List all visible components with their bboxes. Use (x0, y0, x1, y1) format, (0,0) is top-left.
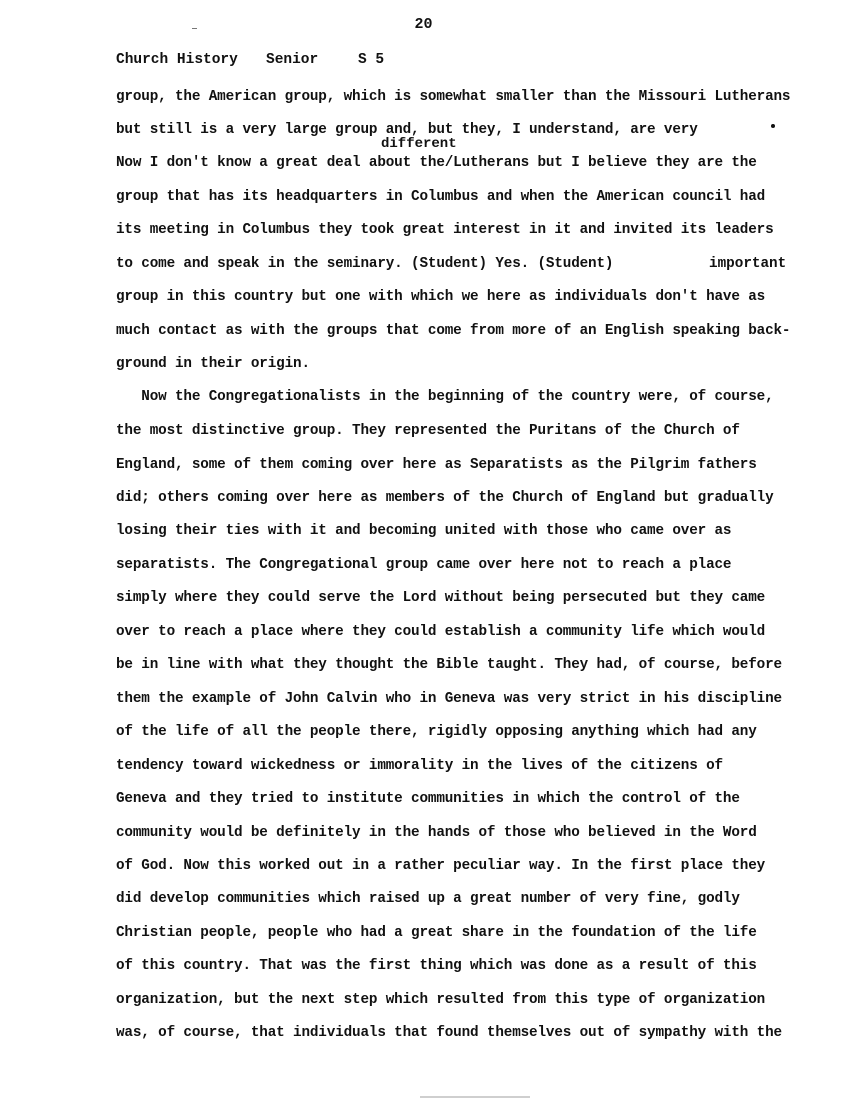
body-line: much contact as with the groups that come from more of an English speaking back- (116, 323, 791, 339)
page-number: 20 (414, 16, 433, 33)
body-line: the most distinctive group. They represented the Puritans of the Church of (116, 423, 740, 439)
body-line: Now the Congregationalists in the beginning of the country were, of course, (116, 389, 774, 405)
body-line: organization, but the next step which resulted from this type of organization (116, 992, 766, 1008)
body-line: but still is a very large group and, but they, I understand, are very (116, 122, 698, 138)
body-line: tendency toward wickedness or immorality in the lives of the citizens of (116, 758, 723, 774)
body-line: them the example of John Calvin who in Geneva was very strict in his discipline (116, 691, 782, 707)
body-line: Christian people, people who had a great share in the foundation of the life (116, 925, 757, 941)
document-header (116, 52, 384, 68)
body-line: simply where they could serve the Lord without being persecuted but they came (116, 590, 766, 606)
body-line: did; others coming over here as members of the Church of England but gradually (116, 490, 774, 506)
speck-mark (192, 28, 197, 29)
body-line: separatists. The Congregational group came over here not to reach a place (116, 557, 732, 573)
body-line: losing their ties with it and becoming united with those who came over as (116, 523, 732, 539)
body-line: ground in their origin. (116, 356, 310, 372)
body-line: of the life of all the people there, rigidly opposing anything which had any (116, 724, 757, 740)
body-line: of God. Now this worked out in a rather peculiar way. In the first place they (116, 858, 766, 874)
page-edge-mark (420, 1096, 530, 1098)
margin-note: important (709, 256, 787, 272)
body-line: did develop communities which raised up a great number of very fine, godly (116, 891, 740, 907)
body-line: Now I don't know a great deal about the/Lutherans but I believe they are the (116, 155, 757, 171)
interlinear-insert: different (381, 136, 457, 152)
body-line: group that has its headquarters in Columbus and when the American council had (116, 189, 766, 205)
course-level: Senior (266, 52, 319, 68)
body-line: England, some of them coming over here as Separatists as the Pilgrim fathers (116, 457, 757, 473)
body-line: community would be definitely in the hands of those who believed in the Word (116, 825, 757, 841)
body-line: was, of course, that individuals that found themselves out of sympathy with the (116, 1025, 782, 1041)
stray-mark (771, 124, 775, 128)
body-line: be in line with what they thought the Bible taught. They had, of course, before (116, 657, 782, 673)
body-line: over to reach a place where they could establish a community life which would (116, 624, 766, 640)
section-code: S 5 (358, 52, 385, 68)
body-line: group in this country but one with which we here as individuals don't have as (116, 289, 766, 305)
body-line: of this country. That was the first thing which was done as a result of this (116, 958, 757, 974)
body-line: to come and speak in the seminary. (Student) Yes. (Student) (116, 256, 614, 272)
course-title: Church History (116, 52, 238, 68)
body-line: its meeting in Columbus they took great interest in it and invited its leaders (116, 222, 774, 238)
body-line: Geneva and they tried to institute communities in which the control of the (116, 791, 740, 807)
body-line: group, the American group, which is somewhat smaller than the Missouri Lutherans (116, 89, 791, 105)
